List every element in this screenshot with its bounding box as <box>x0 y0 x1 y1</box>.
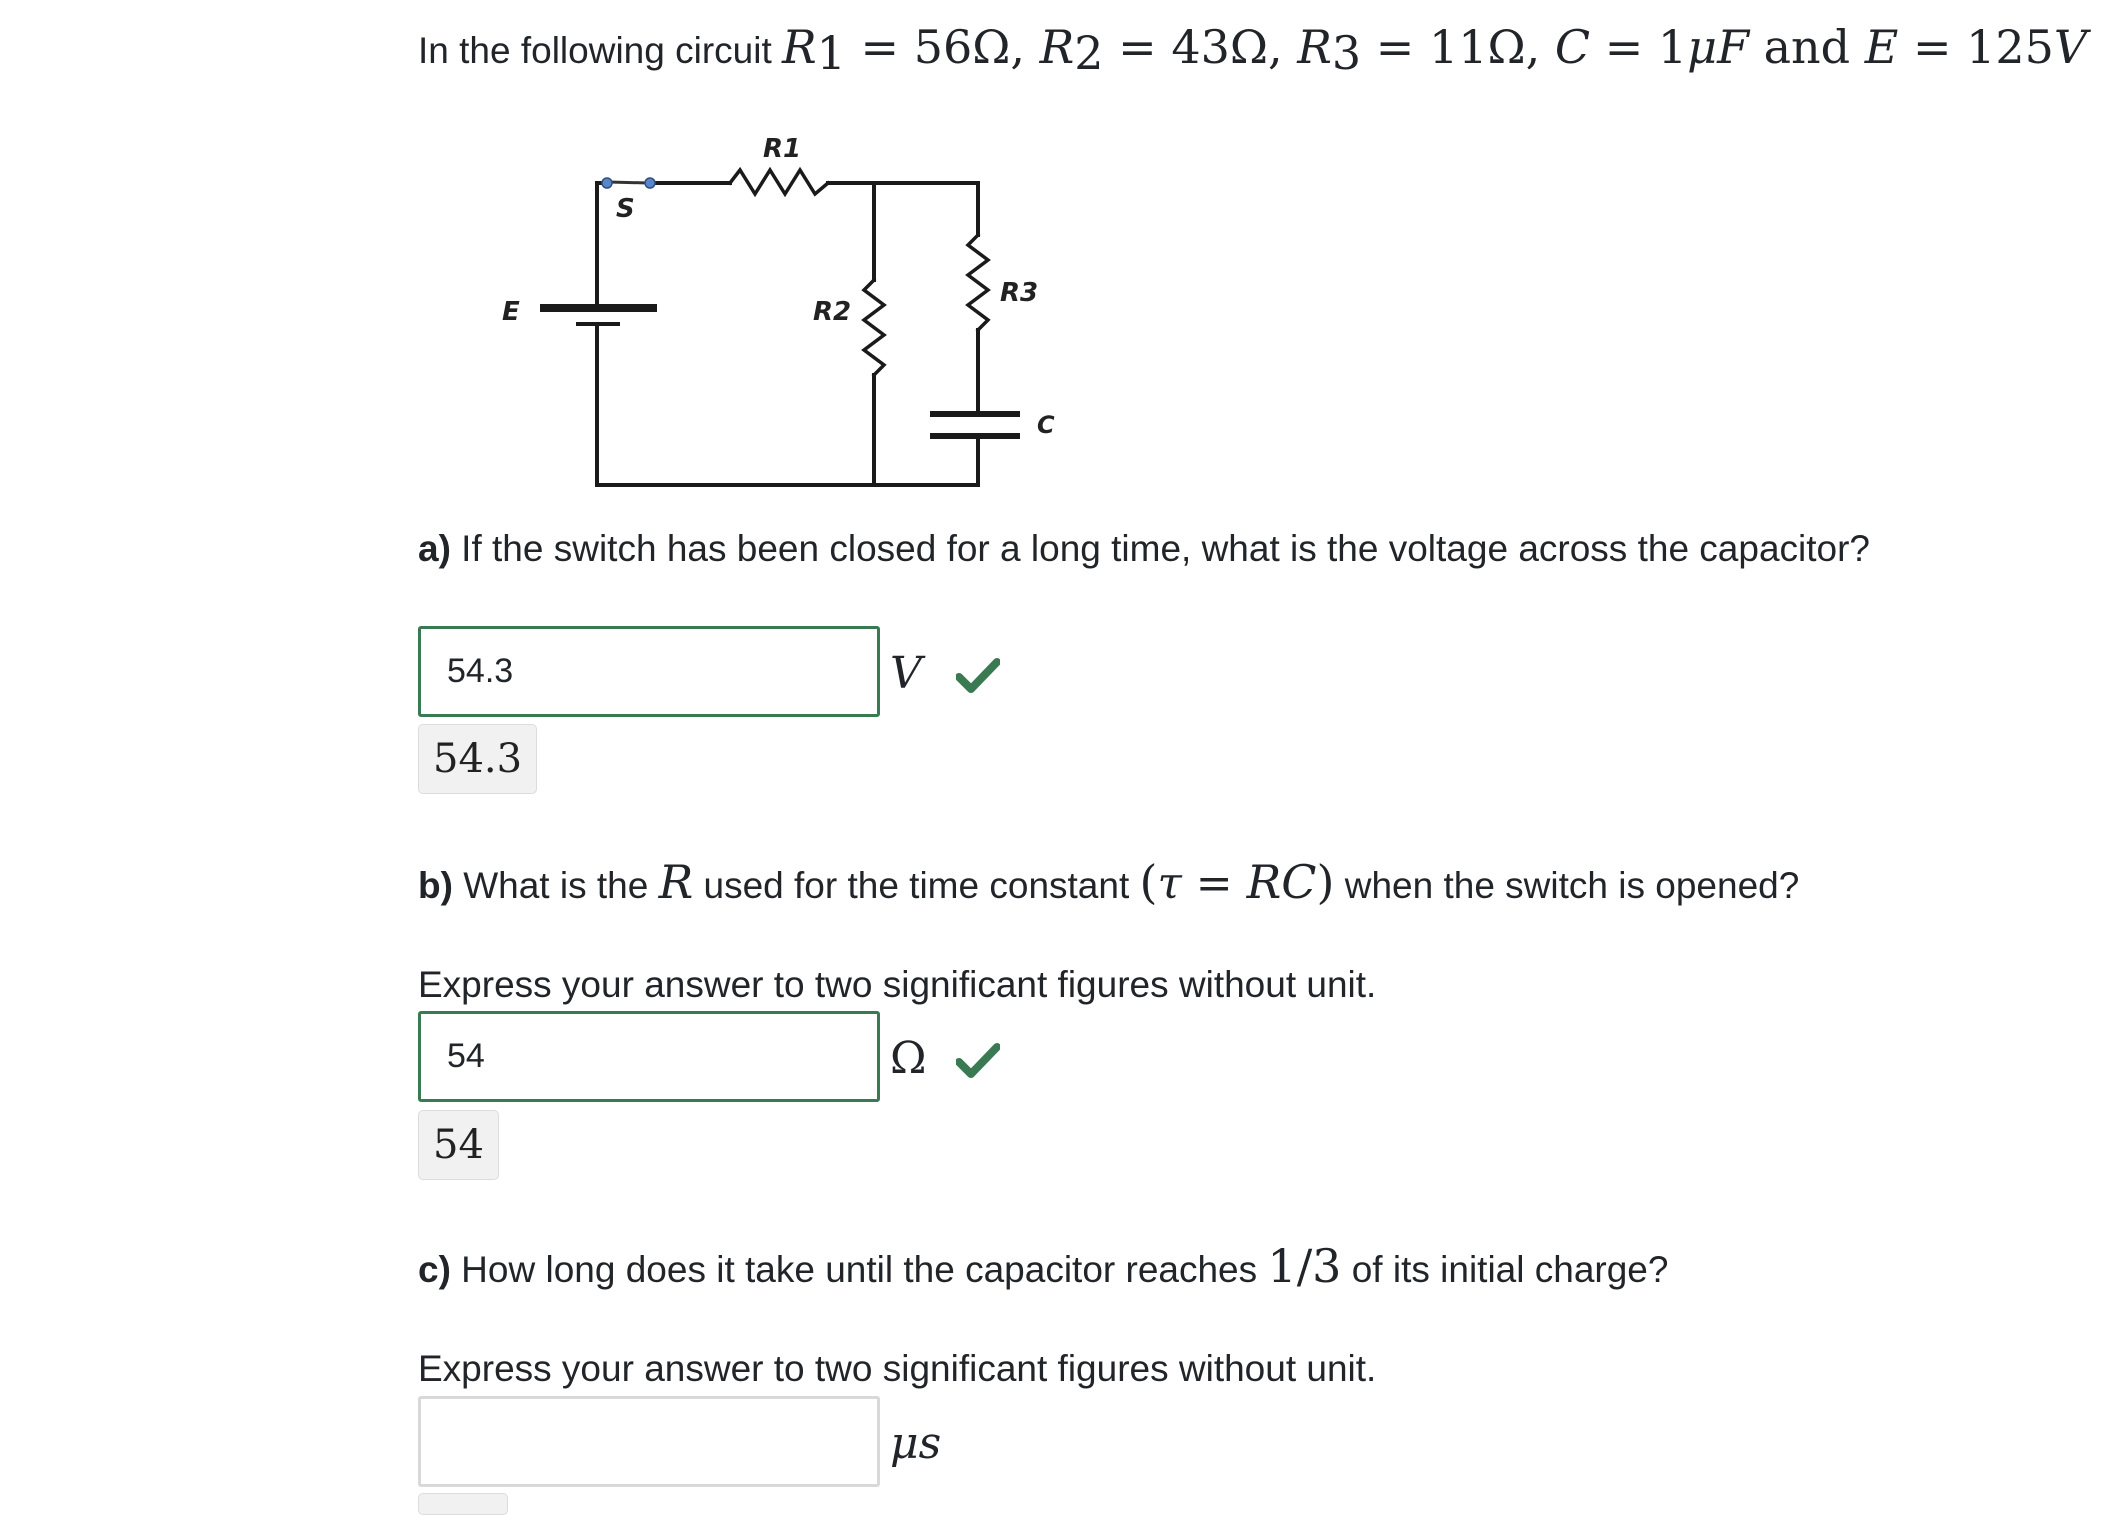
label-r1: R1 <box>763 134 802 164</box>
part-c-question-pre: How long does it take until the capacitor reaches <box>450 1249 1268 1290</box>
part-c-unit: μs <box>890 1418 942 1469</box>
mu-symbol: μ <box>1687 20 1718 74</box>
farad-symbol: F <box>1717 20 1749 74</box>
part-a-question <box>418 527 1870 571</box>
part-a-label: a) <box>418 528 451 569</box>
label-e: E <box>502 297 520 327</box>
e-value: = 125 <box>1898 20 2054 74</box>
circuit-diagram <box>0 0 1200 520</box>
part-b-question-post: when the switch is opened? <box>1334 865 1800 906</box>
battery-plate-short <box>576 322 620 326</box>
resistor-r1 <box>730 170 828 194</box>
part-b-question-pre: What is the <box>452 865 659 906</box>
part-b-label: b) <box>418 865 453 906</box>
c-symbol: C <box>1554 20 1591 74</box>
part-b-question <box>418 855 1800 909</box>
part-b-rc: RC <box>1246 855 1317 909</box>
part-b-preview: 54 <box>418 1110 499 1180</box>
part-c-preview <box>418 1493 508 1515</box>
r3-subscript: 3 <box>1331 26 1362 80</box>
r1-symbol: R <box>782 20 817 74</box>
part-c-answer-input[interactable] <box>418 1396 880 1487</box>
label-r2: R2 <box>813 297 852 327</box>
part-b-question-mid: used for the time constant <box>693 865 1140 906</box>
part-c-question <box>418 1239 1669 1293</box>
r2-value: = 43Ω, <box>1103 20 1298 74</box>
r1-value: = 56Ω, <box>845 20 1040 74</box>
r3-symbol: R <box>1297 20 1332 74</box>
part-a-correct-check-icon <box>956 658 1000 694</box>
switch-terminal-left <box>602 178 612 188</box>
part-c-instruction: Express your answer to two significant figures without unit. <box>418 1348 1377 1389</box>
part-c-label: c) <box>418 1249 451 1290</box>
label-c: C <box>1037 411 1055 439</box>
part-b-unit: Ω <box>890 1033 927 1084</box>
r1-subscript: 1 <box>816 26 846 80</box>
part-b-answer-input[interactable] <box>418 1011 880 1102</box>
volt-symbol: V <box>2053 20 2088 74</box>
c-value: = 1 <box>1590 20 1688 74</box>
intro-lead: In the following circuit <box>418 30 772 71</box>
part-b-instruction: Express your answer to two significant figures without unit. <box>418 964 1377 1005</box>
part-c-fraction: 1/3 <box>1267 1239 1342 1293</box>
part-b-correct-check-icon <box>956 1043 1000 1079</box>
capacitor-plate-top <box>930 411 1020 417</box>
battery-plate-long <box>540 304 657 312</box>
r3-value: = 11Ω, <box>1361 20 1555 74</box>
part-a-question-text: If the switch has been closed for a long time, what is the voltage across the capacitor? <box>450 528 1871 569</box>
label-r3: R3 <box>1000 278 1039 308</box>
and-word: and <box>1748 20 1865 74</box>
switch-blade <box>609 182 648 183</box>
part-a-preview: 54.3 <box>418 724 537 794</box>
capacitor-plate-bottom <box>930 433 1020 439</box>
part-b-paren-open: ( <box>1139 855 1158 909</box>
part-c-question-post: of its initial charge? <box>1341 1249 1669 1290</box>
r2-subscript: 2 <box>1074 26 1104 80</box>
resistor-r2 <box>864 280 884 375</box>
part-a-answer-input[interactable] <box>418 626 880 717</box>
circuit-wiring <box>0 0 1200 520</box>
part-a-unit: V <box>890 648 922 699</box>
part-b-tau: τ <box>1157 858 1182 909</box>
e-symbol: E <box>1864 20 1899 74</box>
part-b-equals: = <box>1181 858 1247 909</box>
r2-symbol: R <box>1039 20 1075 74</box>
label-s: S <box>616 194 635 224</box>
resistor-r3 <box>968 235 988 330</box>
part-b-r-symbol: R <box>658 855 694 909</box>
switch-terminal-right <box>645 178 655 188</box>
part-b-paren-close: ) <box>1316 855 1335 909</box>
